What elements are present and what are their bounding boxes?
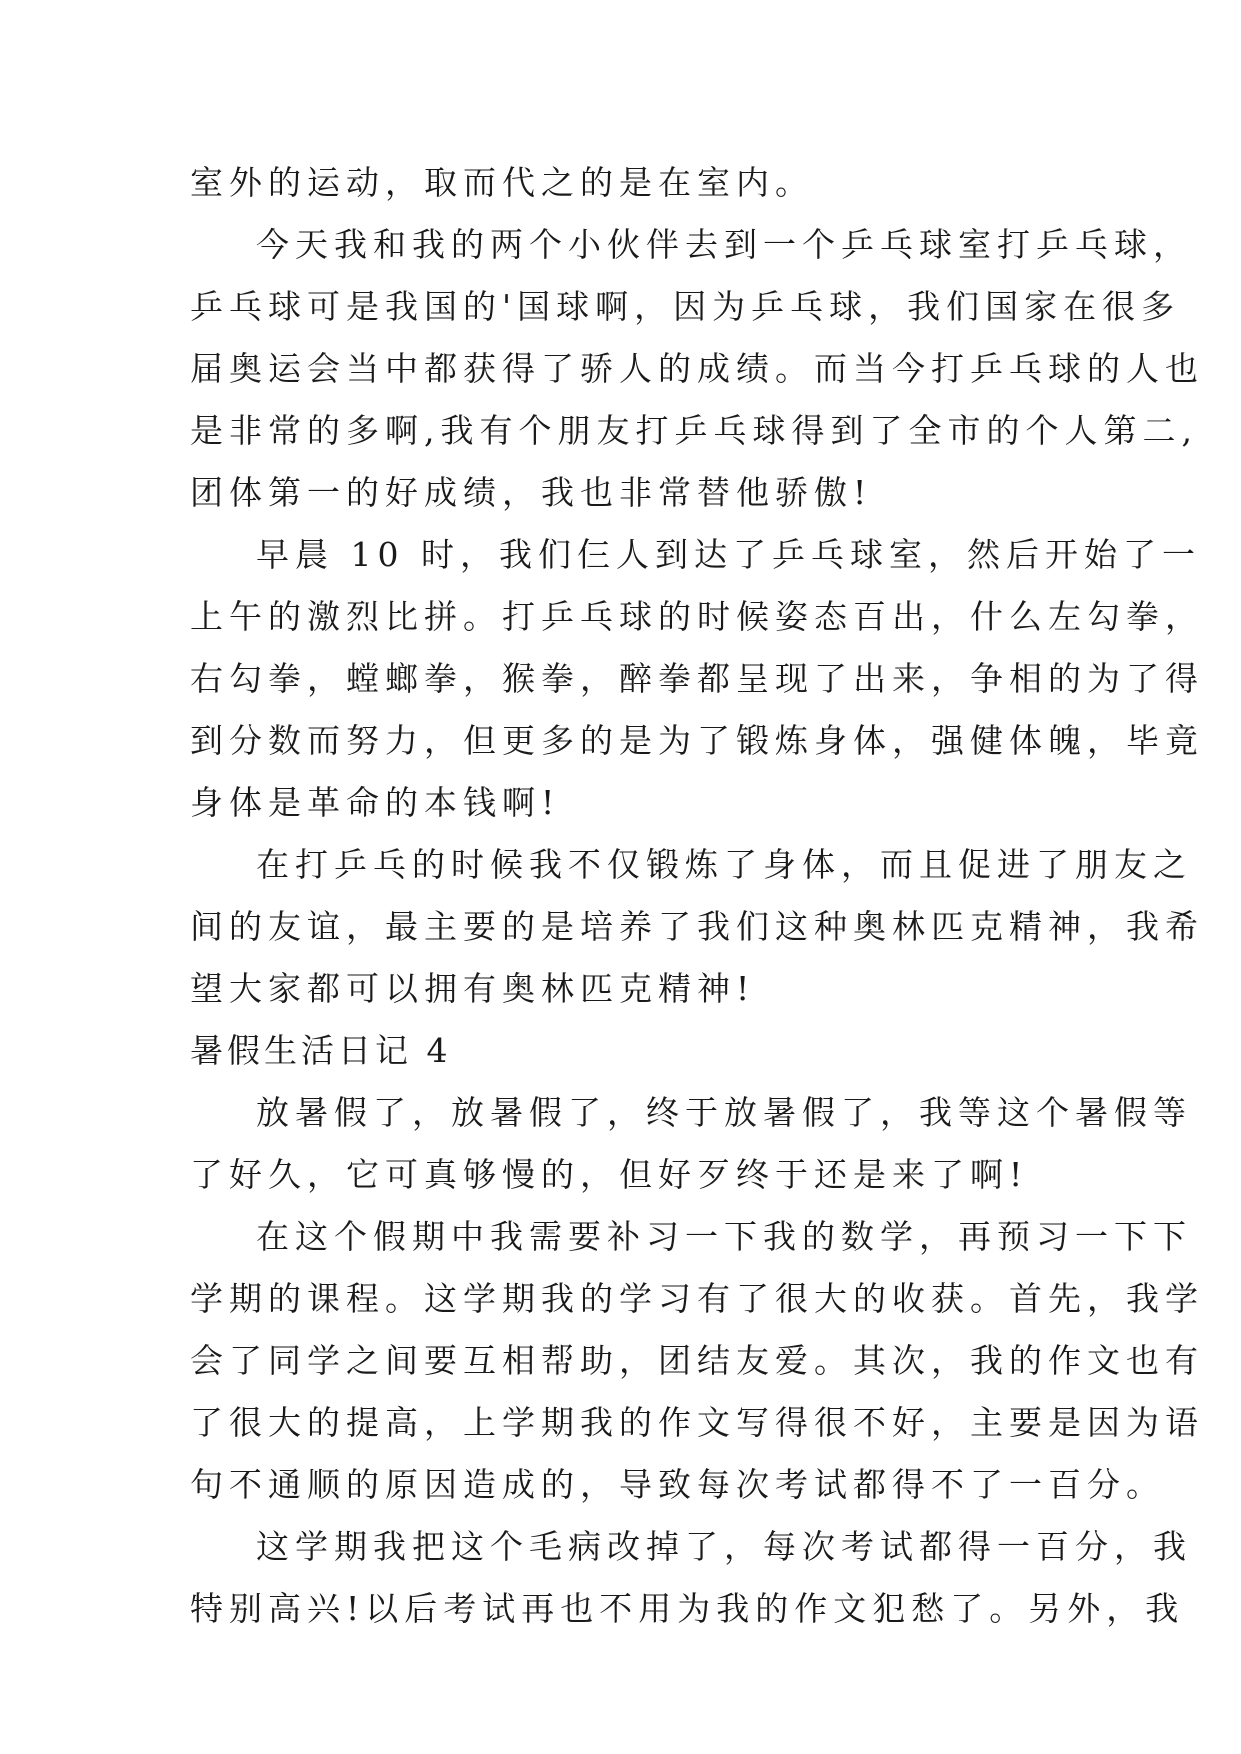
text-line: 团体第一的好成绩，我也非常替他骄傲! — [190, 473, 873, 512]
text-line: 上午的激烈比拼。打乒乓球的时候姿态百出，什么左勾拳， — [190, 597, 1204, 636]
document-page — [190, 152, 1204, 1640]
text-line: 句不通顺的原因造成的，导致每次考试都得不了一百分。 — [190, 1465, 1165, 1504]
text-line: 是非常的多啊,我有个朋友打乒乓球得到了全市的个人第二, — [190, 411, 1198, 450]
text-line: 室外的运动，取而代之的是在室内。 — [190, 163, 814, 202]
text-line: 这学期我把这个毛病改掉了，每次考试都得一百分，我 — [256, 1527, 1192, 1566]
text-line: 望大家都可以拥有奥林匹克精神! — [190, 969, 756, 1008]
text-line: 到分数而努力，但更多的是为了锻炼身体，强健体魄，毕竟 — [190, 721, 1204, 760]
text-line: 今天我和我的两个小伙伴去到一个乒乓球室打乒乓球， — [256, 225, 1192, 264]
section-heading: 暑假生活日记 4 — [190, 1031, 452, 1070]
text-line: 特别高兴!以后考试再也不用为我的作文犯愁了。另外，我 — [190, 1589, 1185, 1628]
text-line: 了好久，它可真够慢的，但好歹终于还是来了啊! — [190, 1155, 1029, 1194]
text-line: 届奥运会当中都获得了骄人的成绩。而当今打乒乓球的人也 — [190, 349, 1204, 388]
text-line: 了很大的提高，上学期我的作文写得很不好，主要是因为语 — [190, 1403, 1204, 1442]
text-line: 早晨 10 时，我们仨人到达了乒乓球室，然后开始了一 — [256, 535, 1201, 574]
text-line: 身体是革命的本钱啊! — [190, 783, 561, 822]
text-line: 会了同学之间要互相帮助，团结友爱。其次，我的作文也有 — [190, 1341, 1204, 1380]
text-line: 放暑假了，放暑假了，终于放暑假了，我等这个暑假等 — [256, 1093, 1192, 1132]
text-line: 间的友谊，最主要的是培养了我们这种奥林匹克精神，我希 — [190, 907, 1204, 946]
text-line: 乒乓球可是我国的'国球啊，因为乒乓球，我们国家在很多 — [190, 287, 1181, 326]
text-line: 学期的课程。这学期我的学习有了很大的收获。首先，我学 — [190, 1279, 1204, 1318]
text-line: 在打乒乓的时候我不仅锻炼了身体，而且促进了朋友之 — [256, 845, 1192, 884]
text-line: 在这个假期中我需要补习一下我的数学，再预习一下下 — [256, 1217, 1192, 1256]
text-line: 右勾拳，螳螂拳，猴拳，醉拳都呈现了出来，争相的为了得 — [190, 659, 1204, 698]
